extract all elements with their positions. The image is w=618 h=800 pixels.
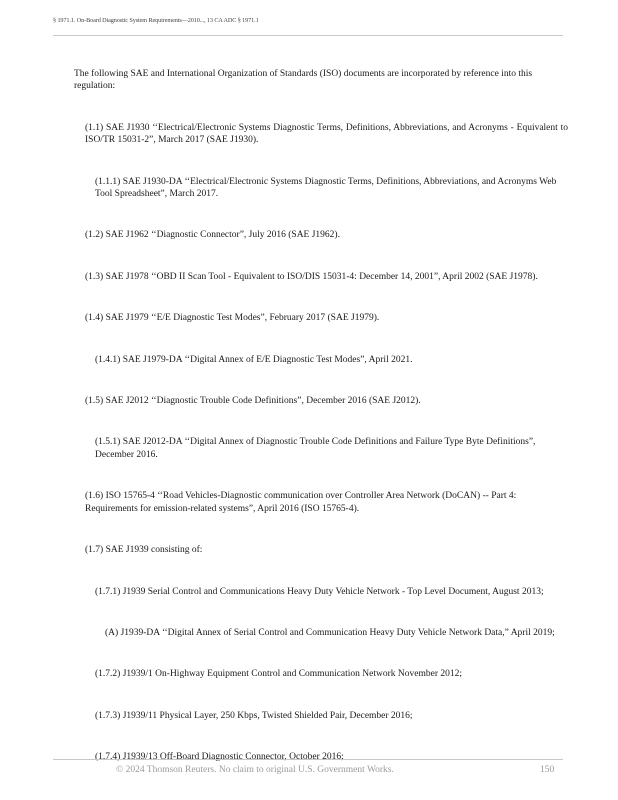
list-item-1-4-1: (1.4.1) SAE J1979-DA ‘‘Digital Annex of E/E Diagnostic Test Modes”, April 2021. bbox=[95, 354, 413, 365]
list-item-1-7-1: (1.7.1) J1939 Serial Control and Communications Heavy Duty Vehicle Network - Top Level Document, August 2013; bbox=[95, 586, 544, 597]
list-item-1-5-1: (1.5.1) SAE J2012-DA ‘‘Digital Annex of Diagnostic Trouble Code Definitions and Failure Type Byte Definitions”, December 2016. bbox=[95, 437, 536, 460]
intro-paragraph: The following SAE and International Organization of Standards (ISO) documents are incorporated by reference into this regulation: bbox=[74, 69, 533, 92]
list-item-1-5: (1.5) SAE J2012 ‘‘Diagnostic Trouble Code Definitions”, December 2016 (SAE J2012). bbox=[85, 396, 421, 407]
list-item-1-7-2: (1.7.2) J1939/1 On-Highway Equipment Control and Communication Network November 2012; bbox=[95, 669, 463, 680]
list-item-1-4: (1.4) SAE J1979 ‘‘E/E Diagnostic Test Modes”, February 2017 (SAE J1979). bbox=[85, 313, 380, 324]
footer-divider bbox=[53, 759, 563, 760]
list-item-1-6: (1.6) ISO 15765-4 ‘‘Road Vehicles-Diagnostic communication over Controller Area Network (DoCAN) -- Part 4: Requirements for emission-related systems”, April 2016 (ISO 15765-4). bbox=[85, 491, 517, 514]
page-number: 150 bbox=[540, 765, 555, 775]
list-item-1-7: (1.7) SAE J1939 consisting of: bbox=[85, 545, 203, 556]
list-item-1-7-4: (1.7.4) J1939/13 Off-Board Diagnostic Connector, October 2016; bbox=[95, 752, 344, 763]
list-item-1-1: (1.1) SAE J1930 ‘‘Electrical/Electronic Systems Diagnostic Terms, Definitions, Abbreviations, and Acronyms - Equivalent to ISO/TR 15031-2”, March 2017 (SAE J1930). bbox=[85, 122, 568, 146]
list-item-1-1-1: (1.1.1) SAE J1930-DA ‘‘Electrical/Electronic Systems Diagnostic Terms, Definitions, Abbreviations, and Acronyms Web Tool Spreadsheet”, March 2017. bbox=[95, 176, 557, 200]
list-item-1-3: (1.3) SAE J1978 ‘‘OBD II Scan Tool - Equivalent to ISO/DIS 15031-4: December 14, 2001”, April 2002 (SAE J1978). bbox=[85, 271, 538, 282]
list-item-1-7-3: (1.7.3) J1939/11 Physical Layer, 250 Kbps, Twisted Shielded Pair, December 2016; bbox=[95, 710, 413, 721]
copyright-notice: © 2024 Thomson Reuters. No claim to original U.S. Government Works. bbox=[116, 765, 394, 775]
list-item-1-2: (1.2) SAE J1962 ‘‘Diagnostic Connector”, July 2016 (SAE J1962). bbox=[85, 230, 340, 241]
list-item-1-7-1-a: (A) J1939-DA ‘‘Digital Annex of Serial Control and Communication Heavy Duty Vehicle Network Data,” April 2019; bbox=[105, 627, 555, 638]
document-body bbox=[74, 68, 568, 793]
header-divider bbox=[53, 35, 563, 36]
running-header: § 1971.1. On-Board Diagnostic System Requirements—2010..., 13 CA ADC § 1971.1 bbox=[53, 17, 259, 24]
